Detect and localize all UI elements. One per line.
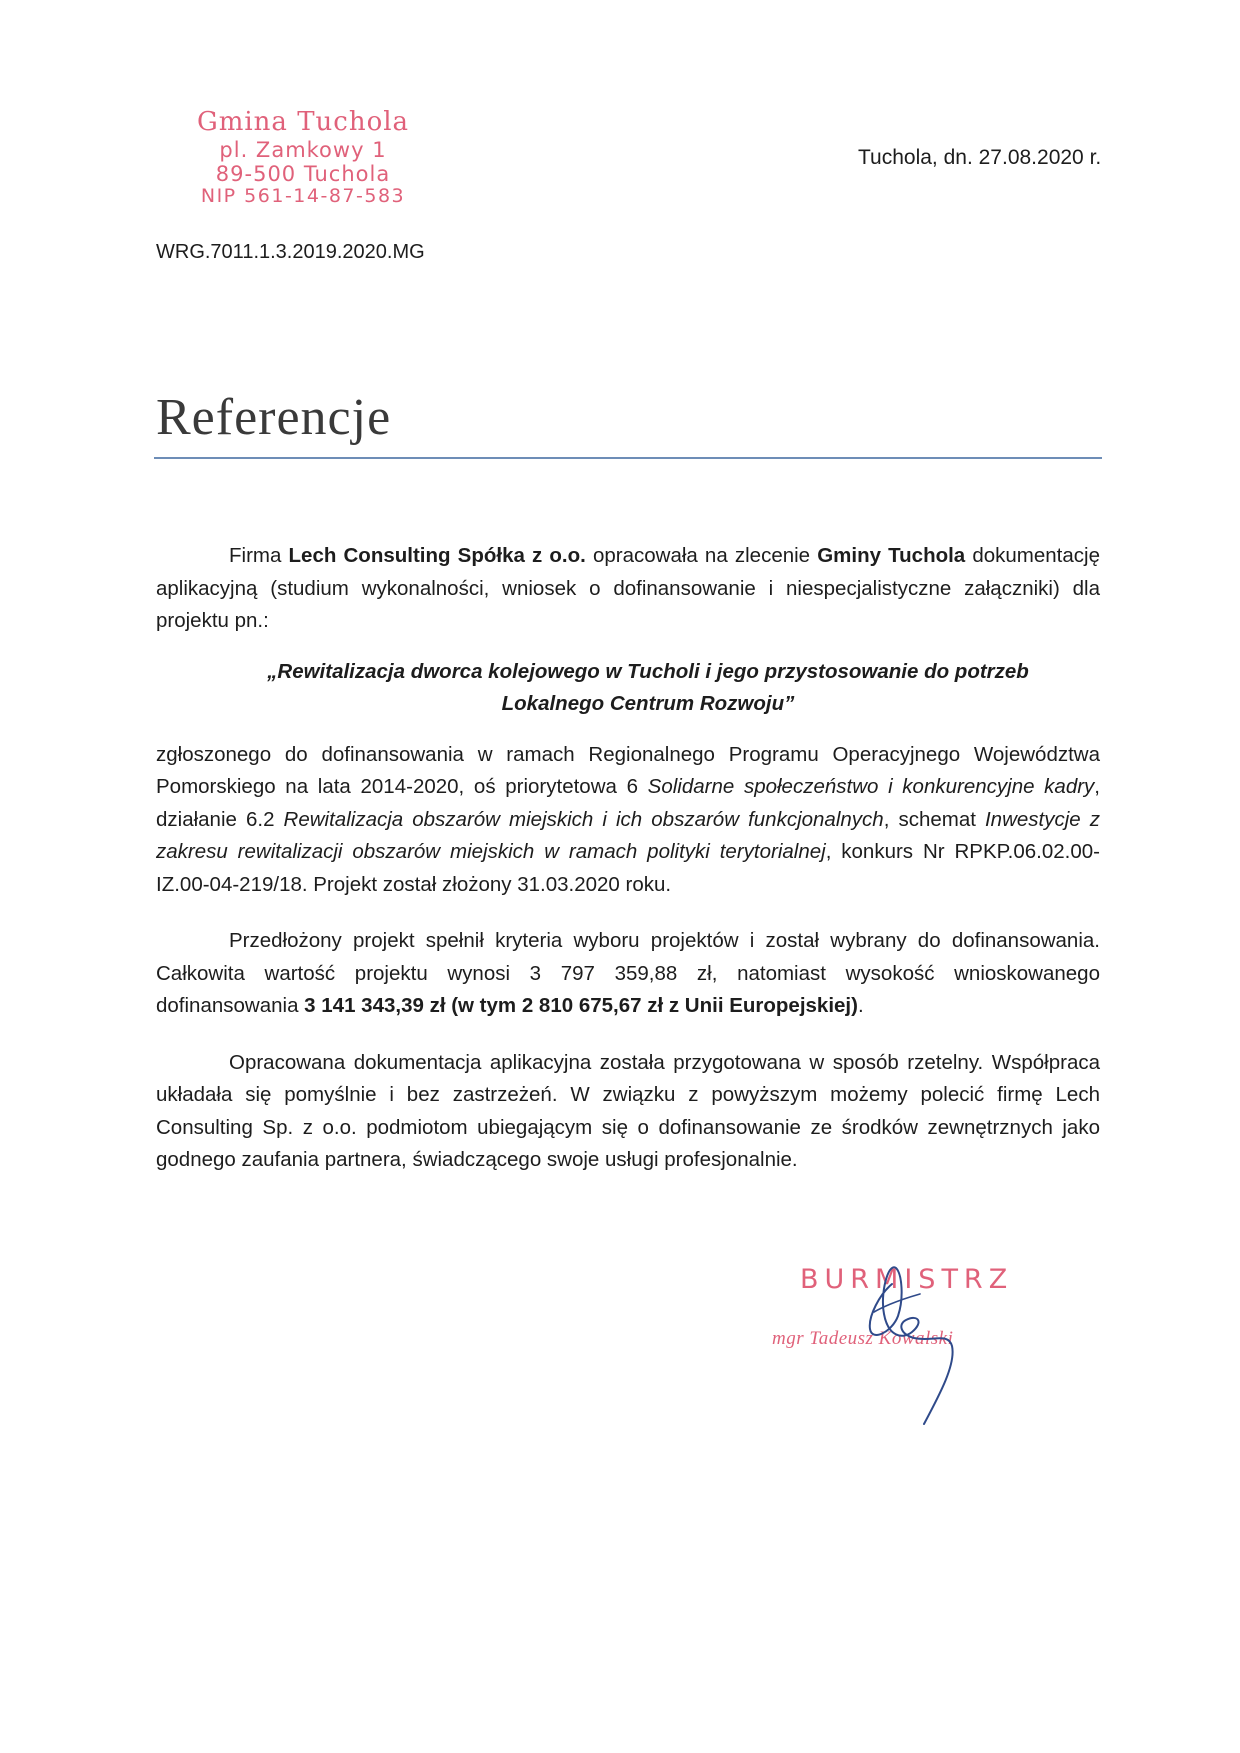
measure-name: Rewitalizacja obszarów miejskich i ich obszarów funkcjonalnych bbox=[283, 807, 884, 831]
project-title: „Rewitalizacja dworca kolejowego w Tucholi i jego przystosowanie do potrzeb Lokalnego Centrum Rozwoju” bbox=[267, 659, 1029, 715]
sender-stamp bbox=[188, 108, 418, 208]
p1-text-2: opracowała na zlecenie bbox=[585, 544, 818, 567]
handwritten-signature-icon bbox=[840, 1254, 980, 1434]
paragraph-funding bbox=[156, 925, 1100, 1023]
funding-amount: 3 141 343,39 zł (w tym 2 810 675,67 zł z Unii Europejskiej) bbox=[304, 994, 858, 1017]
paragraph-program bbox=[156, 739, 1100, 902]
reference-number: WRG.7011.1.3.2019.2020.MG bbox=[156, 241, 425, 263]
stamp-name: Gmina Tuchola bbox=[196, 107, 410, 137]
signature-stamp-name: mgr Tadeusz Kowalski bbox=[772, 1328, 954, 1349]
letter-body bbox=[156, 540, 1100, 1177]
document-date: Tuchola, dn. 27.08.2020 r. bbox=[858, 146, 1102, 169]
signature-stamp-title: BURMISTRZ bbox=[800, 1264, 1014, 1295]
stamp-street: pl. Zamkowy 1 bbox=[219, 137, 387, 162]
p1-text-1: Firma bbox=[229, 544, 289, 567]
scheme-name: Inwestycje z zakresu rewitalizacji obszarów miejskich w ramach polityki terytorialnej bbox=[156, 807, 1100, 863]
stamp-nip: NIP 561-14-87-583 bbox=[200, 185, 406, 208]
paragraph-intro bbox=[156, 540, 1100, 638]
p1-text-3: dokumentację aplikacyjną (studium wykonalności, wniosek o dofinansowanie i niespecjalistyczne załączniki) dla projektu pn.: bbox=[156, 544, 1100, 632]
page-title: Referencje bbox=[156, 389, 392, 446]
client-name: Gminy Tuchola bbox=[817, 544, 966, 567]
paragraph-recommendation: Opracowana dokumentacja aplikacyjna została przygotowana w sposób rzetelny. Współpraca układała się pomyślnie i bez zastrzeżeń. W związku z powyższym możemy polecić firmę Lech Consulting Sp. z o.o. podmiotom ubiegającym się o dofinansowanie ze środków zewnętrznych jako godnego zaufania partnera, świadczącego swoje usługi profesjonalnie. bbox=[156, 1050, 1100, 1171]
p3-text-1: Przedłożony projekt spełnił kryteria wyboru projektów i został wybrany do dofinansowania. Całkowita wartość projektu wynosi 3 797 359,88 zł, natomiast wysokość wnioskowanego dofinansowania bbox=[156, 929, 1100, 1017]
p2-text-4: , konkurs Nr RPKP.06.02.00-IZ.00-04-219/18. Projekt został złożony 31.03.2020 roku. bbox=[156, 840, 1100, 896]
priority-axis: Solidarne społeczeństwo i konkurencyjne kadry bbox=[647, 775, 1095, 798]
p2-text-3: , schemat bbox=[883, 807, 985, 831]
title-underline bbox=[154, 457, 1102, 459]
p2-text-2: , działanie 6.2 bbox=[156, 775, 1100, 831]
p2-text-1: zgłoszonego do dofinansowania w ramach Regionalnego Programu Operacyjnego Województwa Pomorskiego na lata 2014-2020, oś priorytetowa 6 bbox=[156, 742, 1100, 798]
p3-text-2: . bbox=[857, 994, 864, 1017]
stamp-city: 89-500 Tuchola bbox=[215, 162, 391, 187]
company-name: Lech Consulting Spółka z o.o. bbox=[288, 544, 586, 567]
